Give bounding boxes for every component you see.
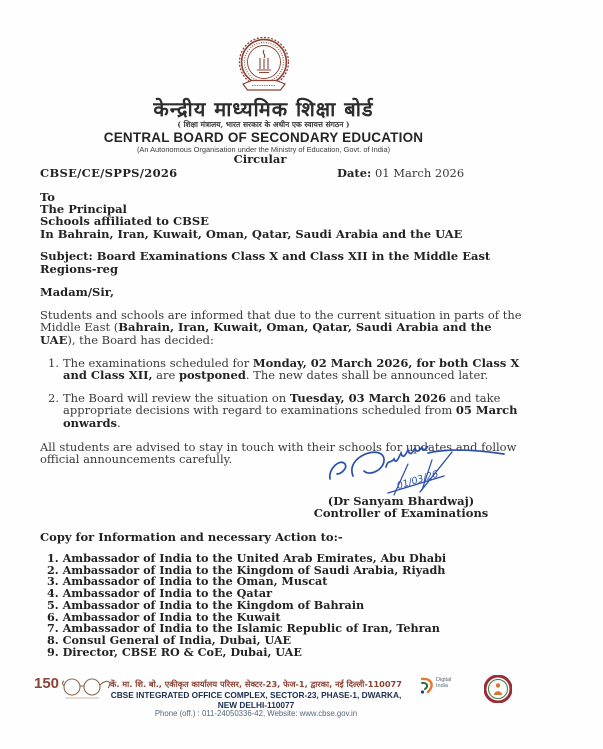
decision-item-2-text: The Board will review the situation on Tuesday, 03 March 2026 and take appropriate decisions with regard to examinations scheduled from 05 March onwards. [63,390,518,430]
para1-bold-countries: Bahrain, Iran, Kuwait, Oman, Qatar, Saudi Arabia and the UAE [40,320,492,347]
handwritten-signature-icon [320,446,510,496]
footer-address-english: CBSE INTEGRATED OFFICE COMPLEX, SECTOR-23, PHASE-1, DWARKA, NEW DELHI-110077 [110,689,402,710]
copy-recipient-list [47,553,446,658]
reference-number: CBSE/CE/SPPS/2026 [40,166,178,180]
decision-list [48,357,538,439]
copy-recipient: 8. Consul General of India, Dubai, UAE [47,632,292,647]
para1-text: ), the Board has decided: [67,332,214,347]
salutation: Madam/Sir, [40,285,114,299]
org-title-english: CENTRAL BOARD OF SECONDARY EDUCATION [103,130,424,145]
recipient-line: In Bahrain, Iran, Kuwait, Oman, Qatar, Saudi Arabia and the UAE [40,226,463,241]
footer-phone-website: Phone (off.) : 011-24050336-42, Website: www.cbse.gov.in [154,709,358,718]
subject-line: Subject: Board Examinations Class X and Class XII in the Middle East Regions-reg [40,249,491,276]
list-number: 2. [48,390,59,405]
footer-address-hindi: कें. मा. शि. बो., एकीकृत कार्यालय परिसर, सेक्टर-23, फेज-1, द्वारका, नई दिल्ली-110077 [110,679,402,689]
footer-address [100,680,412,710]
copy-recipient: 1. Ambassador of India to the United Arab Emirates, Abu Dhabi [47,551,447,565]
copy-recipient: 5. Ambassador of India to the Kingdom of Bahrain [47,597,365,612]
cbse-emblem-icon [226,36,302,98]
copy-recipient: 6. Ambassador of India to the Kuwait [47,609,281,624]
copy-recipient: 4. Ambassador of India to the Qatar [47,586,272,601]
recipient-block [40,191,462,240]
signature-date: 01/03/26 [395,468,440,492]
round-emblem-badge-icon [484,675,512,703]
copy-recipient: 9. Director, CBSE RO & CoE, Dubai, UAE [47,644,302,659]
org-title-hindi: केन्द्रीय माध्यमिक शिक्षा बोर्ड [153,97,374,121]
digital-india-icon [418,677,436,695]
body-paragraph-1 [40,309,527,346]
decision-item-2 [48,392,538,429]
letterhead-header [0,36,527,154]
org-subtitle-hindi: ( शिक्षा मंत्रालय, भारत सरकार के अधीन एक स्वायत्त संगठन ) [177,120,350,129]
body-paragraph-2: All students are advised to stay in touch with their schools for updates and follow official announcements carefully. [40,440,517,467]
copy-recipient: 2. Ambassador of India to the Kingdom of Saudi Arabia, Riyadh [47,562,446,577]
recipient-line: Schools affiliated to CBSE [40,214,209,229]
signatory-name: (Dr Sanyam Bhardwaj) [327,494,475,508]
gandhi-150-text: 150 [34,675,60,692]
org-subtitle-english: (An Autonomous Organisation under the Ministry of Education, Govt. of India) [136,145,391,154]
date-value: 01 March 2026 [371,166,465,180]
para1-text: Students and schools are informed that due to the current situation in parts of the Middle East ( [40,308,522,335]
date-label: Date: [337,166,372,180]
decision-item-1 [48,357,538,382]
copy-recipient: 3. Ambassador of India to the Oman, Muscat [47,574,328,589]
doc-type-heading: Circular [233,152,287,166]
signature-block [306,446,496,520]
date-line [337,167,464,179]
decision-item-1-text: The examinations scheduled for Monday, 02 March 2026, for both Class X and Class XII, are postponed. The new dates shall be announced later. [63,356,520,383]
signatory-title: Controller of Examinations [313,506,489,521]
list-number: 1. [48,356,59,370]
digital-india-label: Digital India [436,677,452,689]
recipient-line: The Principal [40,202,127,217]
digital-india-logo [418,677,464,703]
copy-section-heading: Copy for Information and necessary Action to:- [40,530,343,544]
recipient-line: To [40,190,55,204]
copy-recipient: 7. Ambassador of India to the Islamic Republic of Iran, Tehran [47,621,440,636]
